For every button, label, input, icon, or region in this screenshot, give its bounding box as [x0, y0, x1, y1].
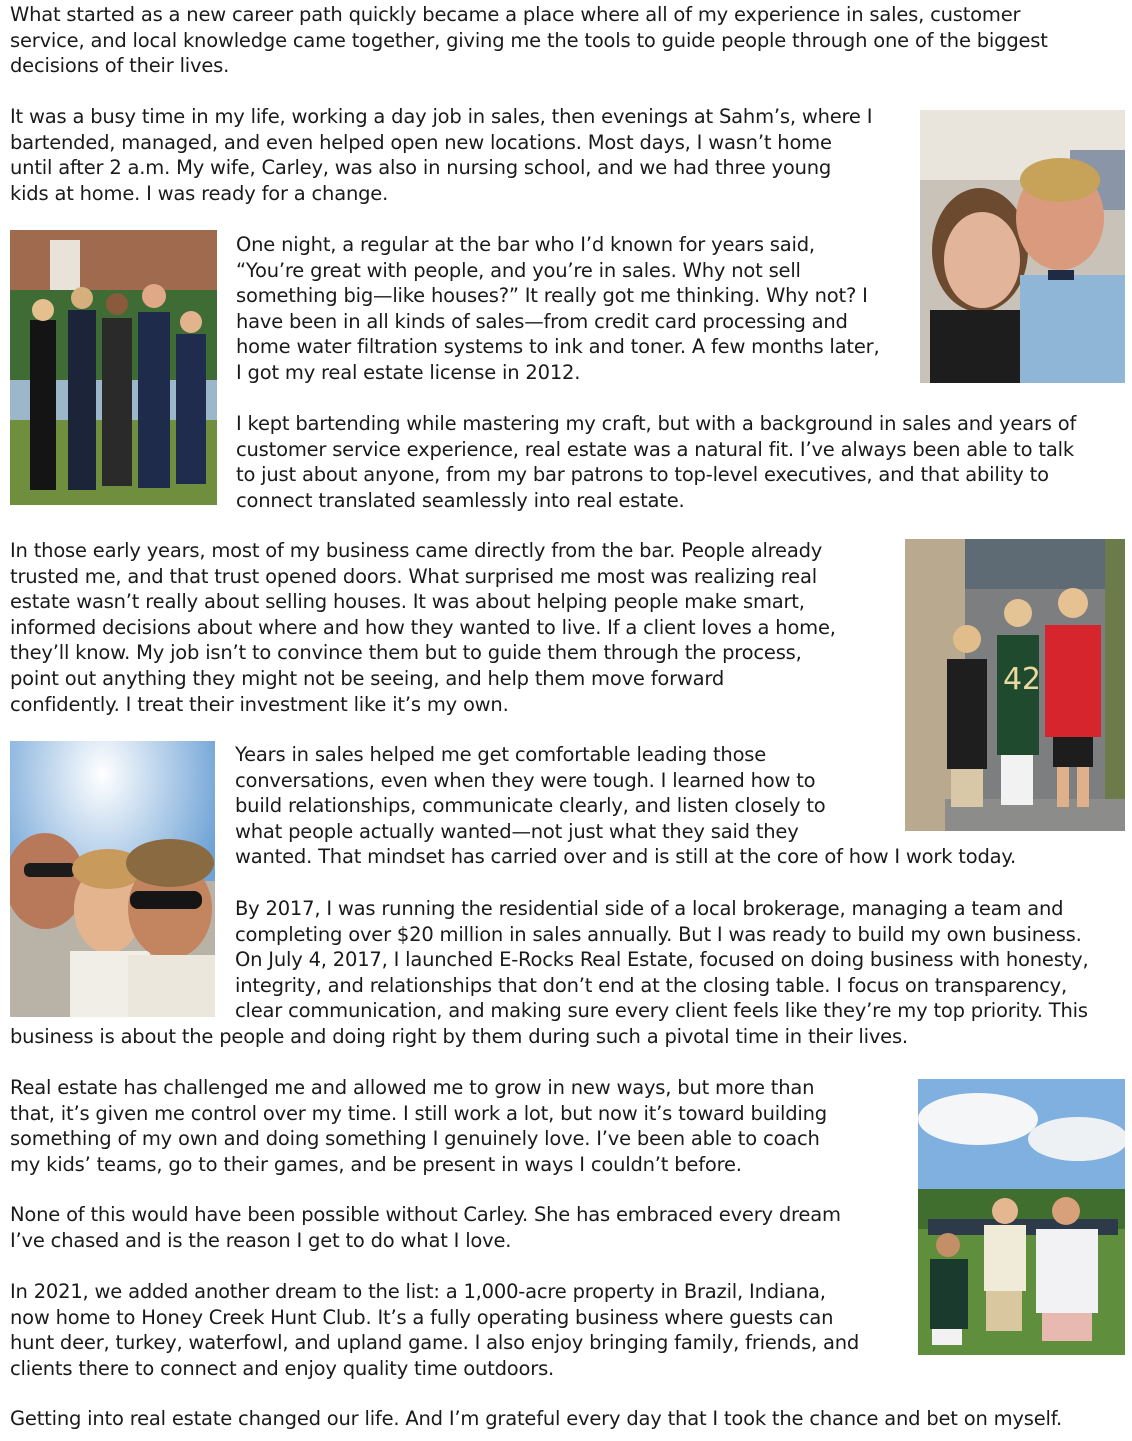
text-line: connect translated seamlessly into real estate.: [236, 488, 685, 512]
text-line: service, and local knowledge came together, giving me the tools to guide people through one of the biggest: [10, 28, 1048, 52]
family-outdoor-event-photo: [918, 1079, 1125, 1355]
text-line: bartended, managed, and even helped open new locations. Most days, I wasn’t home: [10, 130, 832, 154]
text-line: By 2017, I was running the residential side of a local brokerage, managing a team and: [235, 897, 1064, 920]
text-line: something big—like houses?” It really got me thinking. Why not? I: [236, 284, 868, 308]
family-beach-selfie-photo: [10, 741, 215, 1017]
text-line: What started as a new career path quickly became a place where all of my experience in sales, customer: [10, 3, 1021, 26]
text-line: they’ll know. My job isn’t to convince them but to guide them through the process,: [10, 641, 802, 665]
text-line: until after 2 a.m. My wife, Carley, was also in nursing school, and we had three young: [10, 156, 832, 180]
text-line: my kids’ teams, go to their games, and be present in ways I couldn’t before.: [10, 1152, 742, 1176]
paragraph-one-night: [236, 232, 879, 386]
text-line: In those early years, most of my business came directly from the bar. People already: [10, 539, 823, 562]
text-line: business is about the people and doing right by them during such a pivotal time in their lives.: [10, 1024, 908, 1048]
text-line: point out anything they might not be seeing, and help them move forward: [10, 666, 725, 690]
paragraph-kept-bartending: [236, 411, 1076, 513]
text-line: customer service experience, real estate was a natural fit. I’ve always been able to talk: [236, 437, 1074, 461]
text-line: On July 4, 2017, I launched E-Rocks Real Estate, focused on doing business with honesty,: [235, 948, 1089, 972]
family-portrait-photo: [10, 230, 217, 505]
svg-text:42: 42: [1003, 662, 1041, 697]
paragraph-by-2017: [10, 896, 1089, 1050]
text-line: I kept bartending while mastering my craft, but with a background in sales and years of: [236, 412, 1077, 435]
paragraph-intro: [10, 2, 1048, 79]
text-line: home water filtration systems to ink and toner. A few months later,: [236, 335, 880, 359]
text-line: I got my real estate license in 2012.: [236, 360, 581, 384]
text-line: decisions of their lives.: [10, 54, 230, 78]
text-line: clients there to connect and enjoy quality time outdoors.: [10, 1356, 555, 1380]
text-line: None of this would have been possible without Carley. She has embraced every dream: [10, 1203, 841, 1226]
text-line: what people actually wanted—not just what they said they: [235, 819, 799, 843]
text-line: It was a busy time in my life, working a day job in sales, then evenings at Sahm’s, where I: [10, 105, 873, 128]
text-line: trusted me, and that trust opened doors. What surprised me most was realizing real: [10, 564, 817, 588]
kids-on-porch-photo: [905, 539, 1125, 831]
text-line: Real estate has challenged me and allowed me to grow in new ways, but more than: [10, 1076, 815, 1099]
text-line: Getting into real estate changed our life. And I’m grateful every day that I took the chance and bet on myself.: [10, 1407, 1062, 1430]
paragraph-closing: [10, 1406, 1062, 1432]
text-line: conversations, even when they were tough. I learned how to: [235, 768, 816, 792]
paragraph-early-years: [10, 538, 836, 717]
text-line: I’ve chased and is the reason I get to do what I love.: [10, 1228, 512, 1252]
text-line: hunt deer, turkey, waterfowl, and upland game. I also enjoy bringing family, friends, and: [10, 1331, 860, 1355]
text-line: wanted. That mindset has carried over and is still at the core of how I work today.: [235, 845, 1016, 869]
text-line: kids at home. I was ready for a change.: [10, 181, 389, 205]
text-line: estate wasn’t really about selling houses. It was about helping people make smart,: [10, 590, 805, 614]
text-line: clear communication, and making sure every client feels like they’re my top priority. This: [235, 999, 1088, 1023]
paragraph-challenged: [10, 1075, 827, 1177]
text-line: to just about anyone, from my bar patrons to top-level executives, and that ability to: [236, 463, 1049, 487]
text-line: now home to Honey Creek Hunt Club. It’s a fully operating business where guests can: [10, 1305, 834, 1329]
couple-selfie-photo: [920, 110, 1125, 383]
paragraph-busy-time: [10, 104, 872, 206]
text-line: completing over $20 million in sales annually. But I was ready to build my own business.: [235, 922, 1082, 946]
text-line: In 2021, we added another dream to the list: a 1,000-acre property in Brazil, Indiana,: [10, 1280, 826, 1303]
text-line: One night, a regular at the bar who I’d known for years said,: [236, 233, 815, 256]
text-line: confidently. I treat their investment like it’s my own.: [10, 692, 509, 716]
text-line: have been in all kinds of sales—from credit card processing and: [236, 309, 848, 333]
text-line: build relationships, communicate clearly, and listen closely to: [235, 794, 826, 818]
paragraph-carley: [10, 1202, 841, 1253]
text-line: that, it’s given me control over my time. I still work a lot, but now it’s toward building: [10, 1101, 827, 1125]
text-line: something of my own and doing something I genuinely love. I’ve been able to coach: [10, 1127, 820, 1151]
paragraph-hunt-club: [10, 1279, 859, 1381]
paragraph-years-in-sales: [235, 742, 1016, 870]
text-line: Years in sales helped me get comfortable leading those: [235, 743, 767, 766]
text-line: integrity, and relationships that don’t end at the closing table. I focus on transparency,: [235, 973, 1068, 997]
text-line: informed decisions about where and how they wanted to live. If a client loves a home,: [10, 615, 836, 639]
text-line: “You’re great with people, and you’re in sales. Why not sell: [236, 258, 801, 282]
